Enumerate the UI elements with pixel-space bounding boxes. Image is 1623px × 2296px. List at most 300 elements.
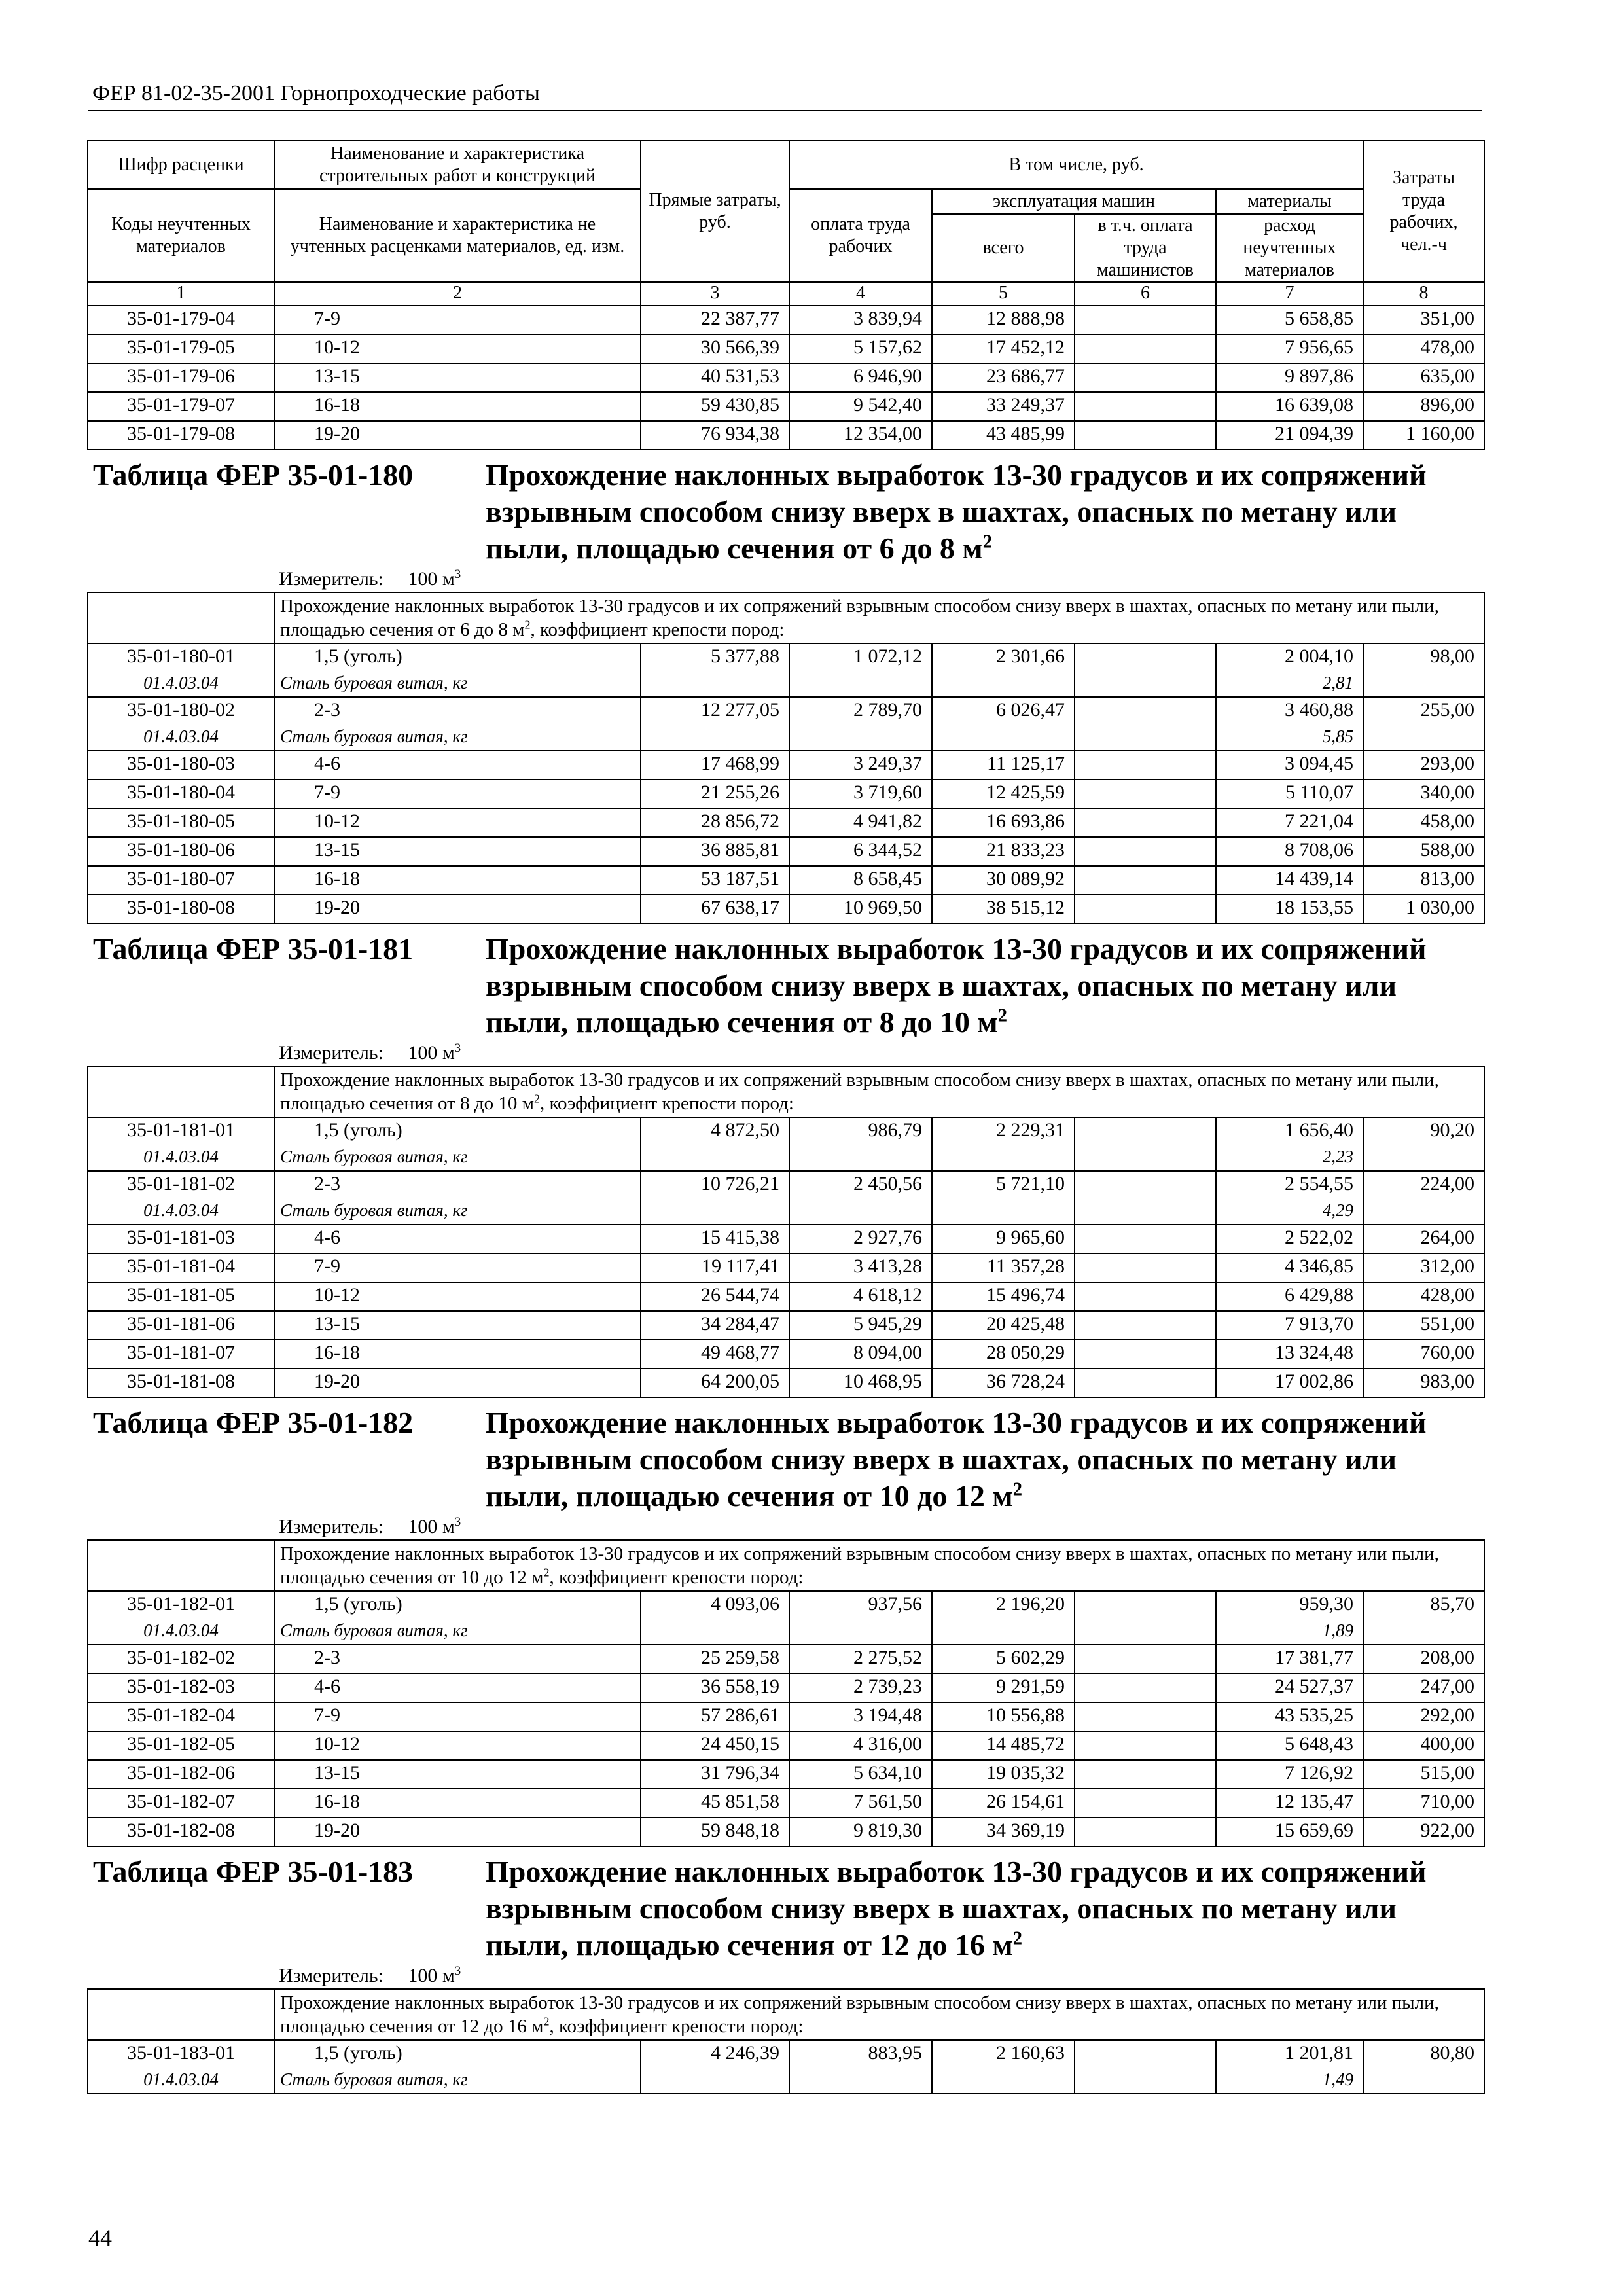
labor-hours: 208,00 bbox=[1363, 1645, 1484, 1674]
measure-unit: 100 м bbox=[408, 1516, 455, 1537]
materials-cost: 16 639,08 bbox=[1216, 392, 1363, 421]
material-name: Сталь буровая витая, кг bbox=[274, 725, 641, 751]
page-header bbox=[88, 79, 1482, 111]
labor-pay: 2 927,76 bbox=[789, 1225, 932, 1253]
direct-cost: 34 284,47 bbox=[641, 1311, 789, 1340]
table-row bbox=[88, 808, 1484, 837]
material-name: Сталь буровая витая, кг bbox=[274, 2068, 641, 2094]
machine-pay bbox=[1075, 866, 1216, 895]
rate-code: 35-01-182-02 bbox=[88, 1645, 274, 1674]
table-heading-text: Прохождение наклонных выработок 13-30 градусов и их сопряжений взрывным способом снизу вверх в шахтах, опасных по метану или пыли, площадью сечения от 10 до 12 м bbox=[486, 1406, 1427, 1513]
header-row bbox=[88, 141, 1484, 189]
machine-pay bbox=[1075, 306, 1216, 334]
rate-code: 35-01-181-02 bbox=[88, 1171, 274, 1199]
machine-cost: 12 888,98 bbox=[932, 306, 1075, 334]
direct-cost: 4 872,50 bbox=[641, 1117, 789, 1145]
labor-hours: 400,00 bbox=[1363, 1731, 1484, 1760]
machine-pay bbox=[1075, 643, 1216, 672]
materials-cost: 13 324,48 bbox=[1216, 1340, 1363, 1369]
table-heading bbox=[486, 1405, 1467, 1515]
table-row bbox=[88, 1282, 1484, 1311]
description-text: Прохождение наклонных выработок 13-30 градусов и их сопряжений взрывным способом снизу вверх в шахтах, опасных по метану или пыли, площадью сечения от 6 до 8 м bbox=[280, 596, 1439, 640]
labor-pay: 4 316,00 bbox=[789, 1731, 932, 1760]
rate-name: 13-15 bbox=[274, 1760, 641, 1789]
col-header-code: Шифр расценки bbox=[88, 141, 274, 189]
measure-unit: 100 м bbox=[408, 1042, 455, 1064]
empty-cell bbox=[1075, 1145, 1216, 1171]
direct-cost: 59 848,18 bbox=[641, 1818, 789, 1846]
materials-cost: 5 110,07 bbox=[1216, 780, 1363, 808]
table-heading-sup: 2 bbox=[1012, 1928, 1022, 1949]
empty-cell bbox=[789, 1199, 932, 1225]
labor-hours: 813,00 bbox=[1363, 866, 1484, 895]
materials-cost: 3 094,45 bbox=[1216, 751, 1363, 780]
rate-code: 35-01-180-07 bbox=[88, 866, 274, 895]
description bbox=[274, 1066, 1484, 1117]
measure bbox=[88, 567, 1484, 592]
table-row bbox=[88, 1591, 1484, 1619]
description-sup: 2 bbox=[524, 618, 531, 632]
labor-hours: 80,80 bbox=[1363, 2040, 1484, 2068]
materials-cost: 4 346,85 bbox=[1216, 1253, 1363, 1282]
description bbox=[274, 1989, 1484, 2040]
rate-name: 4-6 bbox=[274, 1674, 641, 1702]
materials-cost: 12 135,47 bbox=[1216, 1789, 1363, 1818]
table-title-cell bbox=[88, 924, 1484, 1041]
col-header-codes-unaccounted: Коды неучтенных материалов bbox=[88, 189, 274, 282]
rate-code: 35-01-182-04 bbox=[88, 1702, 274, 1731]
materials-cost: 2 522,02 bbox=[1216, 1225, 1363, 1253]
description-sup: 2 bbox=[543, 2015, 550, 2028]
table-row bbox=[88, 306, 1484, 334]
table-title bbox=[88, 1854, 1484, 1964]
machine-cost: 2 301,66 bbox=[932, 643, 1075, 672]
col-header-materials-sub: расход неучтенных материалов bbox=[1216, 214, 1363, 282]
empty-cell bbox=[1075, 672, 1216, 697]
empty-cell bbox=[88, 1066, 274, 1117]
measure-row bbox=[88, 567, 1484, 592]
rate-code: 35-01-180-04 bbox=[88, 780, 274, 808]
labor-pay: 4 618,12 bbox=[789, 1282, 932, 1311]
col-num: 3 bbox=[641, 282, 789, 306]
materials-cost: 18 153,55 bbox=[1216, 895, 1363, 924]
table-row bbox=[88, 837, 1484, 866]
column-numbers-row bbox=[88, 282, 1484, 306]
rate-name: 2-3 bbox=[274, 1171, 641, 1199]
materials-cost: 15 659,69 bbox=[1216, 1818, 1363, 1846]
labor-pay: 3 249,37 bbox=[789, 751, 932, 780]
description-end: , коэффициент крепости пород: bbox=[549, 2016, 804, 2037]
materials-cost: 7 221,04 bbox=[1216, 808, 1363, 837]
labor-hours: 224,00 bbox=[1363, 1171, 1484, 1199]
direct-cost: 76 934,38 bbox=[641, 421, 789, 450]
machine-pay bbox=[1075, 1340, 1216, 1369]
rate-code: 35-01-179-04 bbox=[88, 306, 274, 334]
table-row bbox=[88, 1225, 1484, 1253]
table-row bbox=[88, 866, 1484, 895]
description-text: Прохождение наклонных выработок 13-30 градусов и их сопряжений взрывным способом снизу вверх в шахтах, опасных по метану или пыли, площадью сечения от 12 до 16 м bbox=[280, 1992, 1439, 2037]
rate-name: 19-20 bbox=[274, 421, 641, 450]
direct-cost: 15 415,38 bbox=[641, 1225, 789, 1253]
empty-cell bbox=[641, 725, 789, 751]
direct-cost: 57 286,61 bbox=[641, 1702, 789, 1731]
material-row bbox=[88, 1199, 1484, 1225]
measure-unit-sup: 3 bbox=[454, 1515, 461, 1529]
rate-name: 13-15 bbox=[274, 1311, 641, 1340]
machine-cost: 17 452,12 bbox=[932, 334, 1075, 363]
materials-cost: 2 554,55 bbox=[1216, 1171, 1363, 1199]
rate-code: 35-01-181-01 bbox=[88, 1117, 274, 1145]
col-num: 5 bbox=[932, 282, 1075, 306]
material-row bbox=[88, 1619, 1484, 1645]
machine-pay bbox=[1075, 780, 1216, 808]
empty-cell bbox=[789, 2068, 932, 2094]
machine-pay bbox=[1075, 2040, 1216, 2068]
machine-pay bbox=[1075, 334, 1216, 363]
rate-code: 35-01-179-08 bbox=[88, 421, 274, 450]
rates-table-body bbox=[88, 141, 1484, 2094]
col-num: 7 bbox=[1216, 282, 1363, 306]
table-row bbox=[88, 421, 1484, 450]
material-name: Сталь буровая витая, кг bbox=[274, 672, 641, 697]
empty-cell bbox=[88, 592, 274, 643]
material-qty: 2,23 bbox=[1216, 1145, 1363, 1171]
machine-pay bbox=[1075, 1591, 1216, 1619]
table-heading-text: Прохождение наклонных выработок 13-30 градусов и их сопряжений взрывным способом снизу вверх в шахтах, опасных по метану или пыли, площадью сечения от 8 до 10 м bbox=[486, 932, 1427, 1039]
labor-pay: 5 634,10 bbox=[789, 1760, 932, 1789]
labor-pay: 6 946,90 bbox=[789, 363, 932, 392]
machine-cost: 9 291,59 bbox=[932, 1674, 1075, 1702]
machine-pay bbox=[1075, 697, 1216, 725]
measure-unit-sup: 3 bbox=[454, 1041, 461, 1055]
table-heading bbox=[486, 457, 1467, 567]
header-title: ФЕР 81-02-35-2001 Горнопроходческие работы bbox=[92, 81, 540, 105]
labor-hours: 478,00 bbox=[1363, 334, 1484, 363]
table-row bbox=[88, 1645, 1484, 1674]
table-row bbox=[88, 1311, 1484, 1340]
col-num: 1 bbox=[88, 282, 274, 306]
direct-cost: 28 856,72 bbox=[641, 808, 789, 837]
machine-pay bbox=[1075, 837, 1216, 866]
machine-cost: 2 196,20 bbox=[932, 1591, 1075, 1619]
table-row bbox=[88, 1369, 1484, 1397]
labor-pay: 6 344,52 bbox=[789, 837, 932, 866]
empty-cell bbox=[641, 672, 789, 697]
page-number: 44 bbox=[88, 2225, 112, 2251]
labor-pay: 937,56 bbox=[789, 1591, 932, 1619]
empty-cell bbox=[932, 672, 1075, 697]
col-header-machine-pay: в т.ч. оплата труда машинистов bbox=[1075, 214, 1216, 282]
table-row bbox=[88, 697, 1484, 725]
labor-hours: 90,20 bbox=[1363, 1117, 1484, 1145]
direct-cost: 64 200,05 bbox=[641, 1369, 789, 1397]
direct-cost: 26 544,74 bbox=[641, 1282, 789, 1311]
rate-name: 7-9 bbox=[274, 780, 641, 808]
table-row bbox=[88, 1702, 1484, 1731]
machine-pay bbox=[1075, 421, 1216, 450]
machine-cost: 6 026,47 bbox=[932, 697, 1075, 725]
rate-name: 7-9 bbox=[274, 1702, 641, 1731]
empty-cell bbox=[88, 1989, 274, 2040]
direct-cost: 30 566,39 bbox=[641, 334, 789, 363]
labor-hours: 1 030,00 bbox=[1363, 895, 1484, 924]
materials-cost: 24 527,37 bbox=[1216, 1674, 1363, 1702]
table-row bbox=[88, 1171, 1484, 1199]
rate-name: 1,5 (уголь) bbox=[274, 643, 641, 672]
description bbox=[274, 592, 1484, 643]
labor-hours: 292,00 bbox=[1363, 1702, 1484, 1731]
table-title bbox=[88, 931, 1484, 1041]
rate-code: 35-01-182-06 bbox=[88, 1760, 274, 1789]
machine-cost: 15 496,74 bbox=[932, 1282, 1075, 1311]
table-row bbox=[88, 1731, 1484, 1760]
col-header-direct: Прямые затраты, руб. bbox=[641, 141, 789, 282]
direct-cost: 24 450,15 bbox=[641, 1731, 789, 1760]
machine-cost: 21 833,23 bbox=[932, 837, 1075, 866]
material-name: Сталь буровая витая, кг bbox=[274, 1145, 641, 1171]
measure-label: Измеритель: bbox=[279, 1516, 383, 1537]
direct-cost: 40 531,53 bbox=[641, 363, 789, 392]
table-row bbox=[88, 751, 1484, 780]
empty-cell bbox=[1363, 1199, 1484, 1225]
rate-code: 35-01-181-03 bbox=[88, 1225, 274, 1253]
machine-cost: 11 125,17 bbox=[932, 751, 1075, 780]
table-heading-text: Прохождение наклонных выработок 13-30 градусов и их сопряжений взрывным способом снизу вверх в шахтах, опасных по метану или пыли, площадью сечения от 6 до 8 м bbox=[486, 458, 1427, 565]
table-title-cell bbox=[88, 1846, 1484, 1964]
rate-code: 35-01-182-05 bbox=[88, 1731, 274, 1760]
table-title-row bbox=[88, 924, 1484, 1041]
material-qty: 4,29 bbox=[1216, 1199, 1363, 1225]
machine-cost: 33 249,37 bbox=[932, 392, 1075, 421]
col-header-including: В том числе, руб. bbox=[789, 141, 1363, 189]
measure-unit: 100 м bbox=[408, 568, 455, 590]
rate-name: 10-12 bbox=[274, 1731, 641, 1760]
labor-pay: 12 354,00 bbox=[789, 421, 932, 450]
labor-pay: 10 969,50 bbox=[789, 895, 932, 924]
labor-pay: 9 819,30 bbox=[789, 1818, 932, 1846]
machine-cost: 11 357,28 bbox=[932, 1253, 1075, 1282]
rate-code: 35-01-180-06 bbox=[88, 837, 274, 866]
measure-label: Измеритель: bbox=[279, 1965, 383, 1986]
table-row bbox=[88, 1117, 1484, 1145]
materials-cost: 5 648,43 bbox=[1216, 1731, 1363, 1760]
description-end: , коэффициент крепости пород: bbox=[539, 1093, 794, 1114]
labor-hours: 351,00 bbox=[1363, 306, 1484, 334]
machine-pay bbox=[1075, 1702, 1216, 1731]
rate-name: 10-12 bbox=[274, 334, 641, 363]
empty-cell bbox=[789, 725, 932, 751]
labor-hours: 255,00 bbox=[1363, 697, 1484, 725]
table-title-cell bbox=[88, 450, 1484, 567]
table-title bbox=[88, 1405, 1484, 1515]
direct-cost: 31 796,34 bbox=[641, 1760, 789, 1789]
machine-pay bbox=[1075, 1117, 1216, 1145]
table-row bbox=[88, 2040, 1484, 2068]
materials-cost: 7 956,65 bbox=[1216, 334, 1363, 363]
measure bbox=[88, 1041, 1484, 1066]
labor-pay: 4 941,82 bbox=[789, 808, 932, 837]
empty-cell bbox=[641, 1619, 789, 1645]
empty-cell bbox=[932, 1145, 1075, 1171]
material-qty: 1,49 bbox=[1216, 2068, 1363, 2094]
empty-cell bbox=[789, 1145, 932, 1171]
machine-cost: 23 686,77 bbox=[932, 363, 1075, 392]
direct-cost: 49 468,77 bbox=[641, 1340, 789, 1369]
rate-code: 35-01-183-01 bbox=[88, 2040, 274, 2068]
description-row bbox=[88, 1989, 1484, 2040]
col-header-name-unaccounted: Наименование и характеристика не учтенных расценками материалов, ед. изм. bbox=[274, 189, 641, 282]
table-row bbox=[88, 363, 1484, 392]
machine-cost: 30 089,92 bbox=[932, 866, 1075, 895]
rates-table bbox=[87, 140, 1485, 2094]
col-num: 8 bbox=[1363, 282, 1484, 306]
labor-pay: 3 413,28 bbox=[789, 1253, 932, 1282]
table-heading-sup: 2 bbox=[1012, 1479, 1022, 1500]
col-header-labor-pay: оплата труда рабочих bbox=[789, 189, 932, 282]
rate-code: 35-01-180-02 bbox=[88, 697, 274, 725]
direct-cost: 4 246,39 bbox=[641, 2040, 789, 2068]
direct-cost: 53 187,51 bbox=[641, 866, 789, 895]
empty-cell bbox=[1363, 1145, 1484, 1171]
table-title-row bbox=[88, 450, 1484, 567]
rate-code: 35-01-181-05 bbox=[88, 1282, 274, 1311]
labor-hours: 551,00 bbox=[1363, 1311, 1484, 1340]
machine-pay bbox=[1075, 1674, 1216, 1702]
rate-name: 1,5 (уголь) bbox=[274, 1591, 641, 1619]
rate-code: 35-01-179-05 bbox=[88, 334, 274, 363]
rate-name: 2-3 bbox=[274, 1645, 641, 1674]
materials-cost: 7 913,70 bbox=[1216, 1311, 1363, 1340]
material-code: 01.4.03.04 bbox=[88, 725, 274, 751]
rate-name: 2-3 bbox=[274, 697, 641, 725]
direct-cost: 21 255,26 bbox=[641, 780, 789, 808]
rate-code: 35-01-180-05 bbox=[88, 808, 274, 837]
table-row bbox=[88, 1760, 1484, 1789]
material-row bbox=[88, 1145, 1484, 1171]
description-end: , коэффициент крепости пород: bbox=[530, 619, 785, 640]
rate-code: 35-01-179-06 bbox=[88, 363, 274, 392]
material-name: Сталь буровая витая, кг bbox=[274, 1199, 641, 1225]
labor-hours: 922,00 bbox=[1363, 1818, 1484, 1846]
direct-cost: 67 638,17 bbox=[641, 895, 789, 924]
rate-name: 10-12 bbox=[274, 1282, 641, 1311]
direct-cost: 12 277,05 bbox=[641, 697, 789, 725]
direct-cost: 17 468,99 bbox=[641, 751, 789, 780]
table-label: Таблица ФЕР 35-01-182 bbox=[93, 1406, 414, 1439]
labor-hours: 340,00 bbox=[1363, 780, 1484, 808]
rate-code: 35-01-180-03 bbox=[88, 751, 274, 780]
machine-cost: 36 728,24 bbox=[932, 1369, 1075, 1397]
materials-cost: 17 381,77 bbox=[1216, 1645, 1363, 1674]
machine-pay bbox=[1075, 1369, 1216, 1397]
table-heading-sup: 2 bbox=[982, 531, 992, 552]
rate-code: 35-01-180-01 bbox=[88, 643, 274, 672]
rate-name: 16-18 bbox=[274, 866, 641, 895]
machine-pay bbox=[1075, 1731, 1216, 1760]
rate-code: 35-01-182-07 bbox=[88, 1789, 274, 1818]
machine-pay bbox=[1075, 808, 1216, 837]
machine-pay bbox=[1075, 1171, 1216, 1199]
description-text: Прохождение наклонных выработок 13-30 градусов и их сопряжений взрывным способом снизу вверх в шахтах, опасных по метану или пыли, площадью сечения от 10 до 12 м bbox=[280, 1543, 1439, 1588]
direct-cost: 59 430,85 bbox=[641, 392, 789, 421]
empty-cell bbox=[1363, 2068, 1484, 2094]
machine-cost: 43 485,99 bbox=[932, 421, 1075, 450]
machine-cost: 9 965,60 bbox=[932, 1225, 1075, 1253]
labor-pay: 2 739,23 bbox=[789, 1674, 932, 1702]
measure bbox=[88, 1515, 1484, 1540]
empty-cell bbox=[1075, 1199, 1216, 1225]
labor-hours: 896,00 bbox=[1363, 392, 1484, 421]
table-label: Таблица ФЕР 35-01-180 bbox=[93, 458, 414, 492]
labor-pay: 5 157,62 bbox=[789, 334, 932, 363]
machine-cost: 12 425,59 bbox=[932, 780, 1075, 808]
col-header-machine-op: эксплуатация машин bbox=[932, 189, 1216, 214]
direct-cost: 36 885,81 bbox=[641, 837, 789, 866]
empty-cell bbox=[641, 1199, 789, 1225]
machine-pay bbox=[1075, 1253, 1216, 1282]
table-label: Таблица ФЕР 35-01-181 bbox=[93, 932, 414, 965]
labor-hours: 983,00 bbox=[1363, 1369, 1484, 1397]
materials-cost: 43 535,25 bbox=[1216, 1702, 1363, 1731]
description-sup: 2 bbox=[543, 1566, 550, 1579]
machine-pay bbox=[1075, 1760, 1216, 1789]
labor-hours: 428,00 bbox=[1363, 1282, 1484, 1311]
measure-unit-sup: 3 bbox=[454, 1964, 461, 1978]
labor-pay: 10 468,95 bbox=[789, 1369, 932, 1397]
empty-cell bbox=[789, 1619, 932, 1645]
col-header-materials: материалы bbox=[1216, 189, 1363, 214]
description-end: , коэффициент крепости пород: bbox=[549, 1567, 804, 1588]
col-header-name: Наименование и характеристика строительных работ и конструкций bbox=[274, 141, 641, 189]
empty-cell bbox=[88, 1540, 274, 1591]
measure-row bbox=[88, 1964, 1484, 1989]
rate-code: 35-01-180-08 bbox=[88, 895, 274, 924]
labor-pay: 2 789,70 bbox=[789, 697, 932, 725]
machine-pay bbox=[1075, 1789, 1216, 1818]
rate-code: 35-01-181-08 bbox=[88, 1369, 274, 1397]
labor-pay: 986,79 bbox=[789, 1117, 932, 1145]
measure-row bbox=[88, 1041, 1484, 1066]
measure-label: Измеритель: bbox=[279, 568, 383, 590]
material-code: 01.4.03.04 bbox=[88, 1199, 274, 1225]
rate-name: 10-12 bbox=[274, 808, 641, 837]
machine-cost: 5 721,10 bbox=[932, 1171, 1075, 1199]
direct-cost: 19 117,41 bbox=[641, 1253, 789, 1282]
measure-label: Измеритель: bbox=[279, 1042, 383, 1064]
col-num: 2 bbox=[274, 282, 641, 306]
labor-hours: 85,70 bbox=[1363, 1591, 1484, 1619]
table-row bbox=[88, 1253, 1484, 1282]
material-row bbox=[88, 672, 1484, 697]
machine-cost: 19 035,32 bbox=[932, 1760, 1075, 1789]
labor-pay: 3 839,94 bbox=[789, 306, 932, 334]
rate-code: 35-01-182-01 bbox=[88, 1591, 274, 1619]
empty-cell bbox=[932, 1619, 1075, 1645]
table-row bbox=[88, 643, 1484, 672]
labor-hours: 293,00 bbox=[1363, 751, 1484, 780]
measure-unit: 100 м bbox=[408, 1965, 455, 1986]
material-name: Сталь буровая витая, кг bbox=[274, 1619, 641, 1645]
rate-name: 16-18 bbox=[274, 392, 641, 421]
machine-cost: 14 485,72 bbox=[932, 1731, 1075, 1760]
table-heading bbox=[486, 931, 1467, 1041]
labor-pay: 8 094,00 bbox=[789, 1340, 932, 1369]
labor-pay: 8 658,45 bbox=[789, 866, 932, 895]
labor-pay: 5 945,29 bbox=[789, 1311, 932, 1340]
labor-pay: 7 561,50 bbox=[789, 1789, 932, 1818]
rate-name: 4-6 bbox=[274, 1225, 641, 1253]
table-label: Таблица ФЕР 35-01-183 bbox=[93, 1855, 414, 1888]
